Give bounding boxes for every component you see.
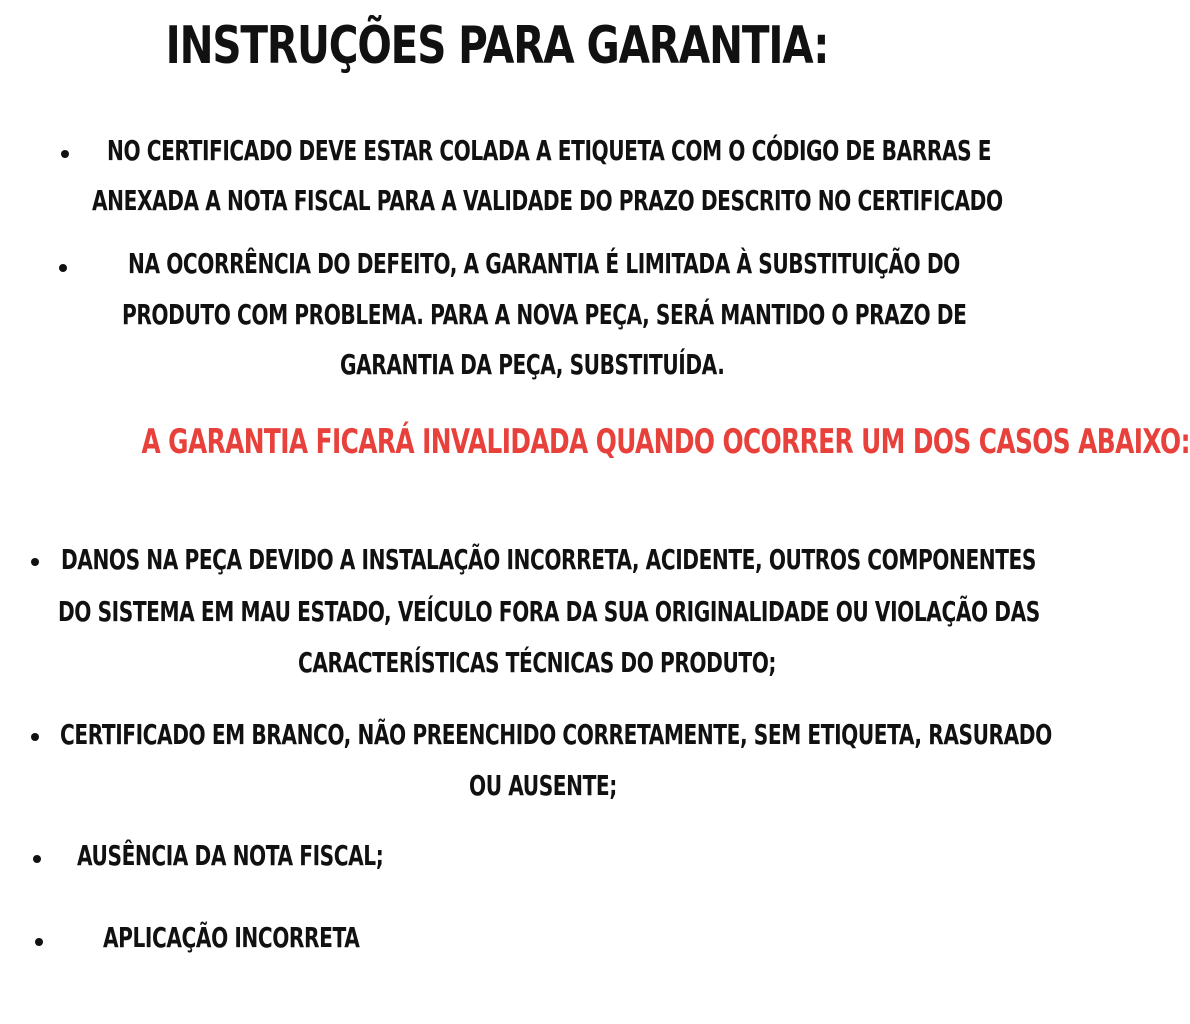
case-2-line-2: OU AUSENTE; <box>469 769 617 802</box>
instruction-1-line-1: NO CERTIFICADO DEVE ESTAR COLADA A ETIQUETA COM O CÓDIGO DE BARRAS E <box>107 134 992 167</box>
instruction-2-line-1: NA OCORRÊNCIA DO DEFEITO, A GARANTIA É LIMITADA À SUBSTITUIÇÃO DO <box>128 247 960 280</box>
instruction-1-line-2: ANEXADA A NOTA FISCAL PARA A VALIDADE DO PRAZO DESCRITO NO CERTIFICADO <box>92 184 1003 217</box>
instruction-2-line-3: GARANTIA DA PEÇA, SUBSTITUÍDA. <box>340 348 725 381</box>
case-3-line-1: AUSÊNCIA DA NOTA FISCAL; <box>77 839 384 872</box>
bullet-icon <box>31 733 39 741</box>
bullet-icon <box>31 558 39 566</box>
bullet-icon <box>61 150 69 158</box>
case-1-line-3: CARACTERÍSTICAS TÉCNICAS DO PRODUTO; <box>298 646 777 679</box>
case-2-line-1: CERTIFICADO EM BRANCO, NÃO PREENCHIDO CORRETAMENTE, SEM ETIQUETA, RASURADO <box>60 718 1052 751</box>
page-title: INSTRUÇÕES PARA GARANTIA: <box>165 16 829 76</box>
instruction-2-line-2: PRODUTO COM PROBLEMA. PARA A NOVA PEÇA, SERÁ MANTIDO O PRAZO DE <box>122 298 967 331</box>
case-1-line-2: DO SISTEMA EM MAU ESTADO, VEÍCULO FORA DA SUA ORIGINALIDADE OU VIOLAÇÃO DAS <box>58 595 1040 628</box>
case-4-line-1: APLICAÇÃO INCORRETA <box>103 921 360 954</box>
bullet-icon <box>59 264 67 272</box>
case-1-line-1: DANOS NA PEÇA DEVIDO A INSTALAÇÃO INCORRETA, ACIDENTE, OUTROS COMPONENTES <box>61 543 1036 576</box>
bullet-icon <box>35 938 43 946</box>
bullet-icon <box>33 855 41 863</box>
warning-heading: A GARANTIA FICARÁ INVALIDADA QUANDO OCORRER UM DOS CASOS ABAIXO: <box>141 422 1190 462</box>
